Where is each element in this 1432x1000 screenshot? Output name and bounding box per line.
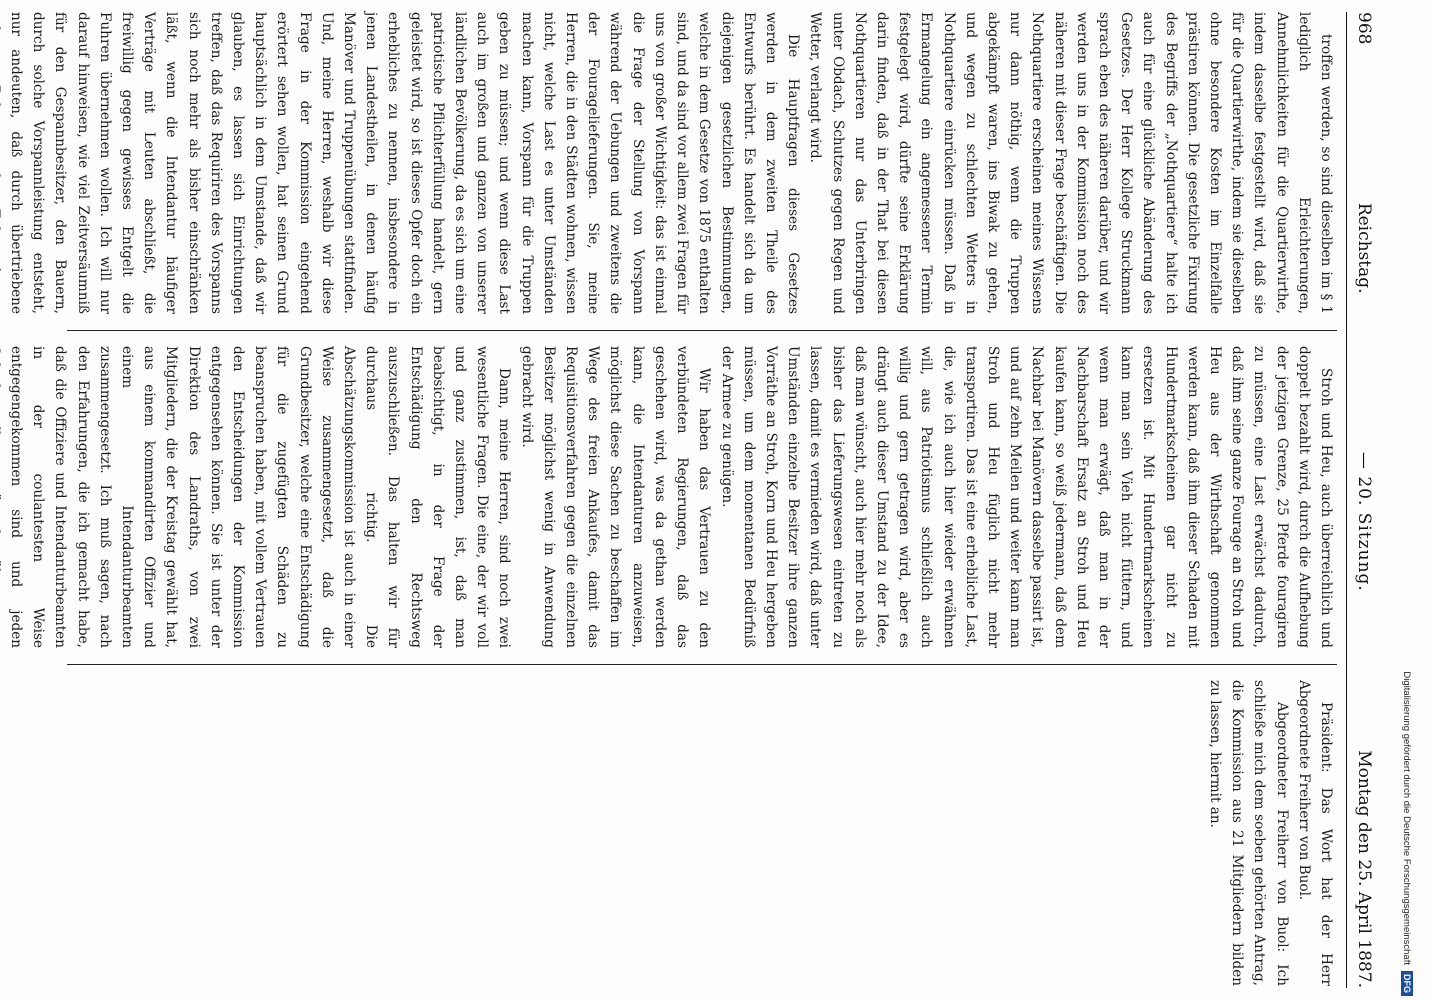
header-chamber: Reichstag. bbox=[1354, 202, 1374, 294]
paragraph-president: Präsident: Das Wort hat der Herr Abgeordnete Freiherr von Buol. bbox=[1295, 680, 1334, 986]
digitization-note-text-row bbox=[1392, 4, 1422, 996]
digitization-note bbox=[1392, 4, 1422, 996]
dfg-logo: DFG bbox=[1401, 971, 1413, 996]
rotated-page-frame bbox=[8, 12, 1381, 988]
column-rule bbox=[67, 664, 1337, 665]
paragraph: Dann, meine Herren, sind noch zwei wesentliche Fragen. Die eine, der wir voll und ganz zustimmen, ist, daß man beabsichtigt, in der Frage der Entschädigung den Rechtsweg auszuschließen. Das halten wir für durchaus richtig. Die Abschätzungskommission ist auch in einer Weise zusammengesetzt, daß die Grundbesitzer, welche eine Entschädigung für die zugefügten Schäden zu beanspruchen haben, mit vollem Vertrauen den Entscheidungen der Kommission entgegensehen können. Sie ist unter der Direktion des Landraths, von zwei Mitgliedern, die der Kreistag gewählt hat, aus einem kommandirten Offizier und einem Intendanturbeamten zusammengesetzt. Ich muß sagen, nach den Erfahrungen, die ich gemacht habe, daß die Offiziere und Intendanturbeamten in der coulantesten Weise entgegengekommen sind und jeden bbox=[8, 346, 513, 648]
page-number: 968 bbox=[1354, 12, 1374, 45]
paragraph: Wir haben das Vertrauen zu den verbündeten Regierungen, daß das geschehen wird, was da gethan werden kann, die Intendanturen anzuweisen, möglichst diese Sachen zu beschaffen im Wege des freien Ankaufes, damit das Requisitionsverfahren gegen die einzelnen Besitzer möglichst wenig in Anwendung gebracht wird. bbox=[518, 346, 713, 648]
digitization-note-text: Digitalisierung gefördert durch die Deutsche Forschungsgemeinschaft bbox=[1401, 671, 1413, 965]
column-rule bbox=[67, 330, 1337, 331]
column-3 bbox=[67, 680, 1337, 986]
paragraph: troffen werden, so sind dieselben im § 1 lediglich Erleichterungen, Annehmlichkeiten für die Quartierwirthe, indem dasselbe festgestellt wird, daß sie für die Quartierwirthe, indem sie dieselben ohne besondere Kosten im Einzelfalle prästiren können. Die gesetzliche Fixirung des Begriffs der „Nothquartiere“ halte ich auch für eine glückliche Abänderung des Gesetzes. Der Herr Kollege Struckmann sprach eben des näheren darüber, und wir werden uns in der Kommission noch des näheren mit dieser Frage beschäftigen. Die Nothquartiere erscheinen meines Wissens nur dann nöthig, wenn die Truppen abgekämpft waren, ins Biwak zu gehen, und wegen zu schlechten Wetters in Nothquartiere einrücken müssen. Daß in Ermangelung ein angemessener Termin festgelegt wird, dürfte seine Erklärung darin finden, daß in der That bei diesen Nothquartieren nur das Unterbringen unter Obdach, Schutzes gegen Regen und Wetter, verlangt wird. bbox=[807, 12, 1334, 314]
page-content bbox=[8, 12, 1381, 988]
running-header bbox=[1346, 12, 1381, 988]
header-date: Montag den 25. April 1887. bbox=[1354, 750, 1374, 988]
paragraph-speaker: Abgeordneter Freiherr von Buol: Ich schließe mich dem soeben gehörten Antrag, die Kommission aus 21 Mitgliedern bilden zu lassen, hiermit an. bbox=[1206, 680, 1290, 986]
paragraph: Die Hauptfragen dieses Gesetzes werden in dem zweiten Theile des Entwurfs berührt. Es handelt sich da um diejenigen gesetzlichen Bestimmungen, welche in dem Gesetze von 1875 enthalten sind, und da sind vor allem zwei Fragen für uns von großer Wichtigkeit: das ist einmal die Frage der Stellung von Vorspann während der Uebungen und zweitens die der Fouragelieferungen. Sie, meine Herren, die in den Städten wohnen, wissen nicht, welche Last es unter Umständen machen kann, Vorspann für die Truppen geben zu müssen; und wenn diese Last auch im großen und ganzen von unserer ländlichen Bevölkerung, da es sich um eine patriotische Pflichterfüllung handelt, gern geleistet wird, so ist dieses Opfer doch ein erhebliches zu nennen, insbesondere in jenen Landestheilen, in denen häufig Manöver und Truppenübungen stattfinden. Und, meine Herren, weshalb wir diese Frage in der Kommission eingehend erörtert sehen wollen, hat seinen Grund hauptsächlich in dem Umstande, daß wir glauben, es lassen sich Einrichtungen treffen, daß das Requiriren des Vorspanns sich noch mehr als bisher einschränken läßt, wenn die Intendantur häufiger Verträge mit Leuten abschließt, die freiwillig gegen gewisses Entgelt die Fuhren übernehmen wollen. Ich will nur darauf hinweisen, wie viel Zeitversäumniß für den Gespannbesitzer, den Bauern, durch solche Vorspannleistung entsteht, nur andeuten, daß durch übertriebene bbox=[8, 12, 802, 314]
column-2 bbox=[8, 346, 1337, 648]
paragraph: Stroh und Heu, auch überreichlich und doppelt bezahlt wird, durch die Aufhebung der jetzigen Grenze, 25 Pferde fouragiren zu müssen, eine Last erwächst dadurch, daß ihm seine ganze Fourage an Stroh und Heu aus der Wirthschaft genommen werden kann, daß ihm dieser Schaden mit Hundertmarkscheinen gar nicht zu ersetzen ist. Mit Hundertmarkscheinen kann man sein Vieh nicht füttern, und wenn man erwägt, daß man in der Nachbarschaft Ersatz an Stroh und Heu kaufen kann, so weiß jedermann, daß dem Nachbar bei Manövern dasselbe passirt ist, und auf zehn Meilen und weiter kann man Stroh und Heu füglich nicht mehr transportiren. Das ist eine erhebliche Last, die, wie ich auch hier wieder erwähnen will, aus Patriotismus schließlich auch willig und gern getragen wird, aber es drängt auch dieser Umstand zu der Idee, daß man wünscht, auch hier mehr noch als bisher das Lieferungswesen eintreten zu lassen, damit es vermieden wird, daß unter Umständen einzelne Besitzer ihre ganzen Vorräthe an Stroh, Korn und Heu hergeben müssen, um dem momentanen Bedürfniß der Armee zu genügen. bbox=[718, 346, 1334, 648]
text-columns bbox=[8, 12, 1337, 988]
column-1 bbox=[8, 12, 1337, 314]
header-session: — 20. Sitzung. bbox=[1354, 451, 1374, 592]
